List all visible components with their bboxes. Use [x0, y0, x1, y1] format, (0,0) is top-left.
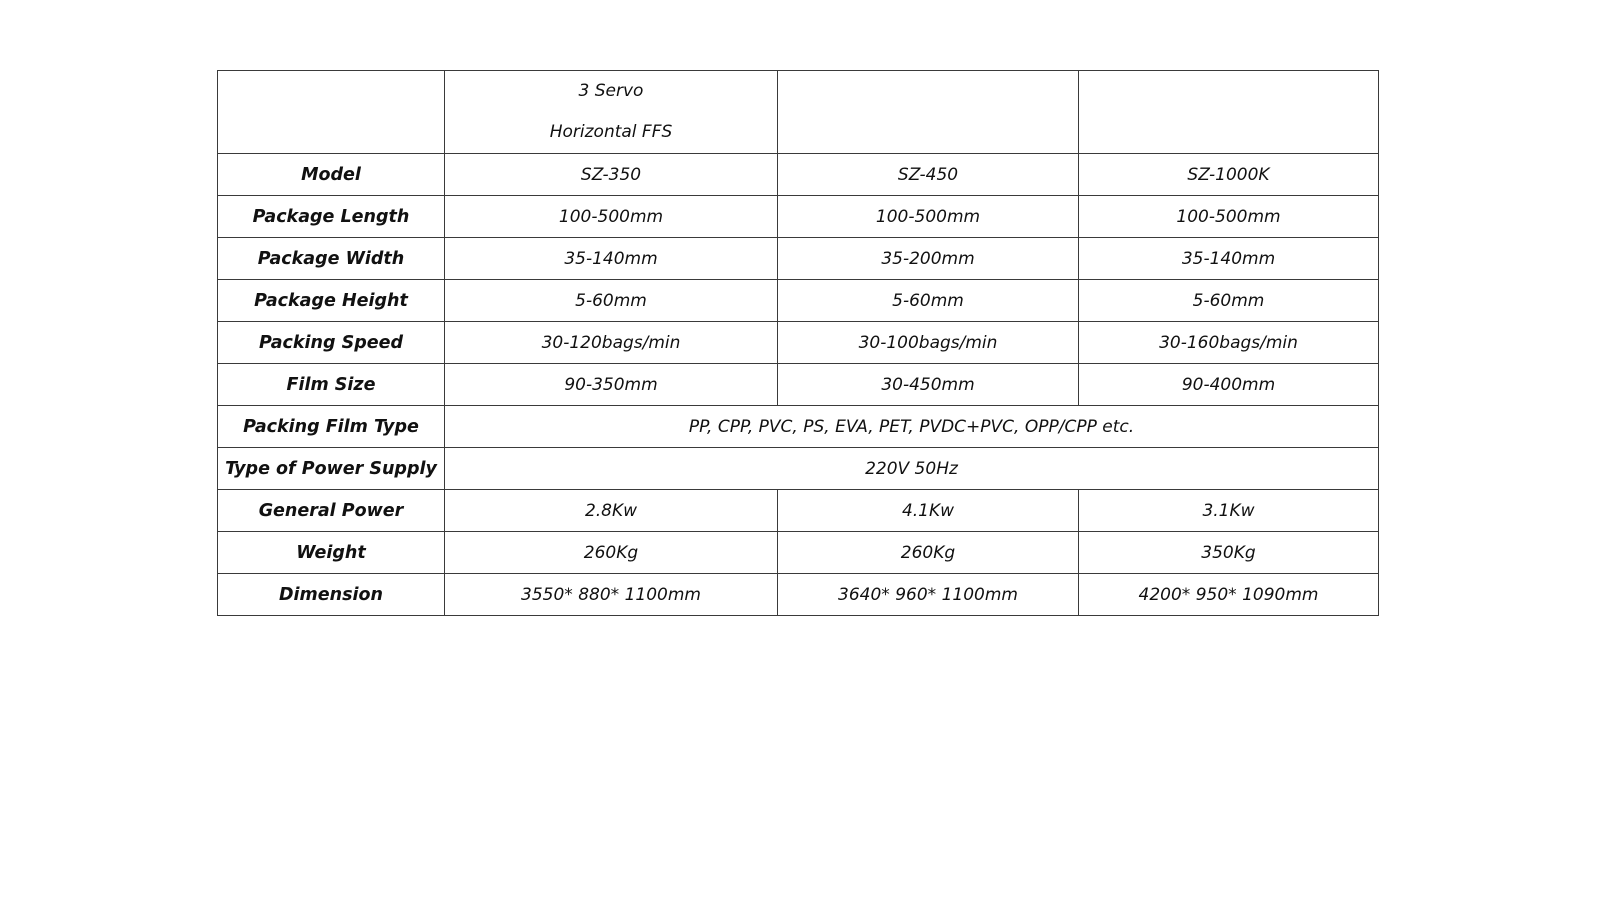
cell-value: 30-450mm [778, 364, 1079, 406]
row-label: Weight [218, 532, 445, 574]
row-label: Model [218, 154, 445, 196]
row-label: Packing Speed [218, 322, 445, 364]
cell-value: 3640* 960* 1100mm [778, 574, 1079, 616]
cell-value: 100-500mm [445, 196, 778, 238]
header-title-line2: Horizontal FFS [549, 122, 673, 142]
table-row-packing-speed [218, 322, 1379, 364]
table-row-general-power [218, 490, 1379, 532]
cell-value: 100-500mm [778, 196, 1079, 238]
header-empty-cell [778, 71, 1079, 154]
row-label: General Power [218, 490, 445, 532]
row-label: Type of Power Supply [218, 448, 445, 490]
table-row-package-length [218, 196, 1379, 238]
cell-value: 90-350mm [445, 364, 778, 406]
row-label: Package Height [218, 280, 445, 322]
cell-value: 4.1Kw [778, 490, 1079, 532]
cell-value-spanned: 220V 50Hz [445, 448, 1379, 490]
cell-value: SZ-450 [778, 154, 1079, 196]
cell-value-spanned: PP, CPP, PVC, PS, EVA, PET, PVDC+PVC, OPP/CPP etc. [445, 406, 1379, 448]
cell-value: 3.1Kw [1079, 490, 1379, 532]
spec-table [217, 70, 1379, 616]
cell-value: 4200* 950* 1090mm [1079, 574, 1379, 616]
table-row-film-size [218, 364, 1379, 406]
table-row-weight [218, 532, 1379, 574]
cell-value: 35-200mm [778, 238, 1079, 280]
cell-value: 30-160bags/min [1079, 322, 1379, 364]
row-label: Dimension [218, 574, 445, 616]
row-label: Package Length [218, 196, 445, 238]
cell-value: 100-500mm [1079, 196, 1379, 238]
row-label: Package Width [218, 238, 445, 280]
table-row-model [218, 154, 1379, 196]
header-title-cell [445, 71, 778, 154]
header-title-line1: 3 Servo [578, 81, 644, 101]
cell-value: 5-60mm [778, 280, 1079, 322]
table-row-dimension [218, 574, 1379, 616]
cell-value: 260Kg [778, 532, 1079, 574]
cell-value: 2.8Kw [445, 490, 778, 532]
cell-value: 90-400mm [1079, 364, 1379, 406]
table-row-power-supply [218, 448, 1379, 490]
cell-value: 35-140mm [445, 238, 778, 280]
cell-value: 3550* 880* 1100mm [445, 574, 778, 616]
header-empty-cell [218, 71, 445, 154]
cell-value: 30-100bags/min [778, 322, 1079, 364]
row-label: Film Size [218, 364, 445, 406]
cell-value: 30-120bags/min [445, 322, 778, 364]
cell-value: 350Kg [1079, 532, 1379, 574]
cell-value: SZ-350 [445, 154, 778, 196]
cell-value: 35-140mm [1079, 238, 1379, 280]
cell-value: SZ-1000K [1079, 154, 1379, 196]
header-empty-cell [1079, 71, 1379, 154]
table-row-package-width [218, 238, 1379, 280]
row-label: Packing Film Type [218, 406, 445, 448]
cell-value: 5-60mm [1079, 280, 1379, 322]
table-row-package-height [218, 280, 1379, 322]
table-row-packing-film-type [218, 406, 1379, 448]
cell-value: 260Kg [445, 532, 778, 574]
cell-value: 5-60mm [445, 280, 778, 322]
table-header-row [218, 71, 1379, 154]
